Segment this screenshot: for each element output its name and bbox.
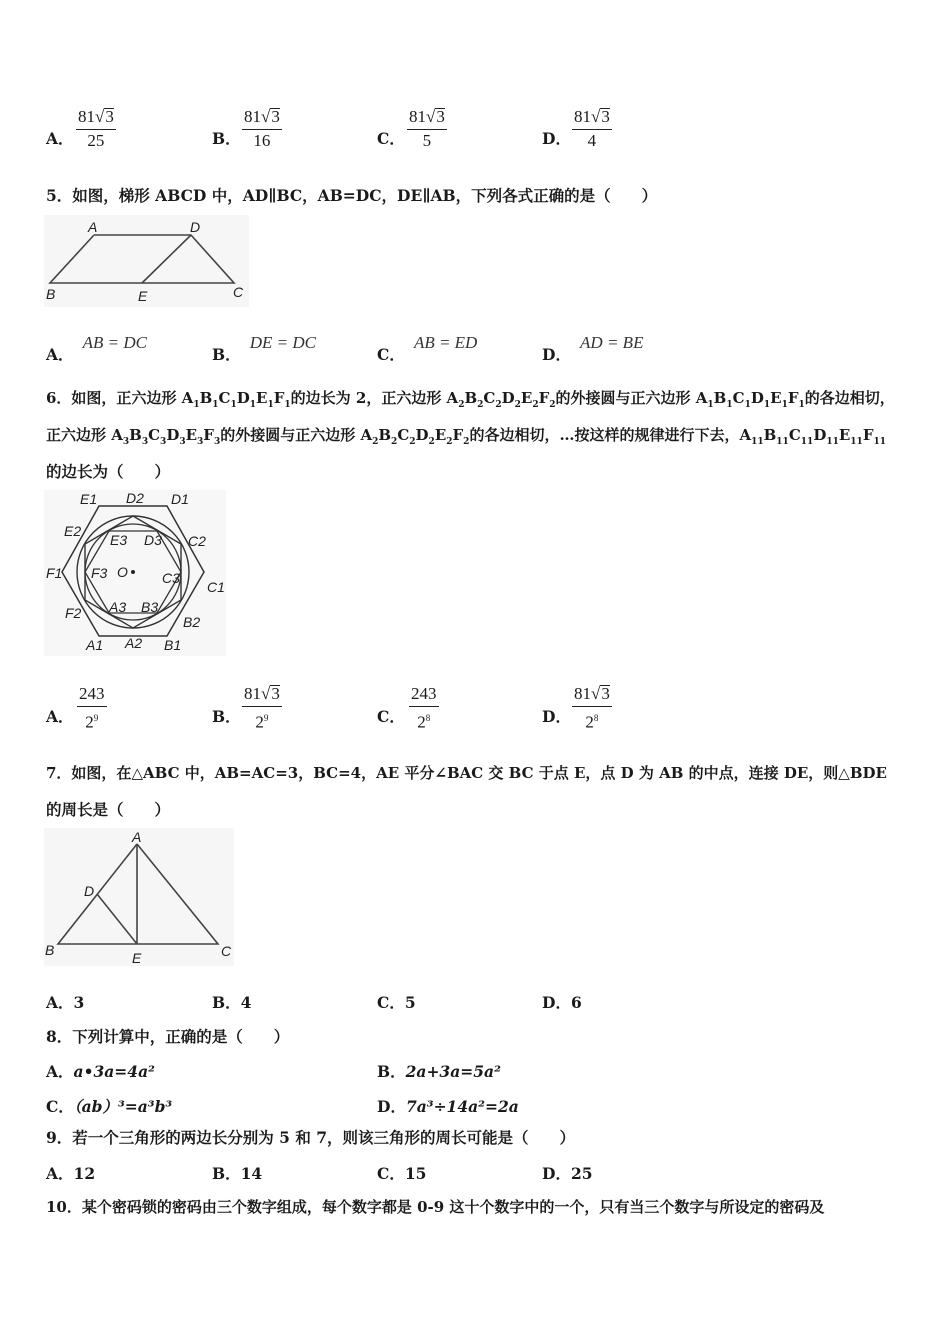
label-b1: B1 xyxy=(164,637,182,653)
label-d2: D2 xyxy=(126,490,144,506)
label-o: O xyxy=(117,564,128,580)
label-e: E xyxy=(132,950,142,966)
label-e: E xyxy=(138,288,148,304)
q7-line-2: 的周长是（ ） xyxy=(46,800,171,819)
fraction: $\frac{243}{2^8}$ xyxy=(411,684,437,732)
label-a1: A1 xyxy=(86,637,104,653)
label-d: D xyxy=(84,883,95,899)
q7-triangle-figure xyxy=(44,828,234,966)
q10-text: 10．某个密码锁的密码由三个数字组成，每个数字都是 0-9 这十个数字中的一个，只有当三个数字与所设定的密码及 xyxy=(46,1198,825,1216)
label-b2: B2 xyxy=(183,614,201,630)
option-c[interactable]: C．（ab）³=a³b³ xyxy=(46,1097,173,1116)
label-a: A xyxy=(88,219,98,235)
fraction: $\frac{81√3}{4}$ xyxy=(574,107,610,150)
label-f1: F1 xyxy=(46,565,63,581)
option-d[interactable]: D． $\frac{81√3}{4}$ xyxy=(542,107,610,150)
q7-options xyxy=(46,991,686,1015)
fraction: $\frac{81√3}{5}$ xyxy=(409,107,445,150)
label-e1: E1 xyxy=(80,491,98,507)
option-b[interactable]: B．2a+3a=5a² xyxy=(377,1062,501,1081)
q9-options xyxy=(46,1162,686,1186)
q6-hexagon-figure xyxy=(44,490,226,656)
option-d[interactable]: D．7a³÷14a²=2a xyxy=(377,1097,519,1116)
label-d1: D1 xyxy=(171,491,189,507)
label-a2: A2 xyxy=(125,635,143,651)
option-c[interactable]: C． AB = ED xyxy=(377,333,478,364)
label-b3: B3 xyxy=(141,599,159,615)
label-b: B xyxy=(45,942,55,958)
label-d: D xyxy=(190,219,201,235)
label-e3: E3 xyxy=(110,532,128,548)
label-c3: C3 xyxy=(162,570,180,586)
q5-text: 5．如图，梯形 ABCD 中，AD∥BC，AB=DC，DE∥AB，下列各式正确的是（ ） xyxy=(46,186,658,205)
q6-options xyxy=(46,682,686,734)
q7-line-1: 7．如图，在△ABC 中，AB=AC=3，BC=4，AE 平分∠BAC 交 BC 于点 E，点 D 为 AB 的中点，连接 DE，则△BDE xyxy=(46,764,887,782)
q6-line-3: 的边长为（ ） xyxy=(46,462,171,481)
option-c[interactable]: C． $\frac{81√3}{5}$ xyxy=(377,107,445,150)
option-a[interactable]: A． $\frac{243}{2^9}$ xyxy=(46,684,105,732)
label-c1: C1 xyxy=(207,579,225,595)
option-d[interactable]: D． $\frac{81√3}{2^8}$ xyxy=(542,684,610,732)
q9-text: 9．若一个三角形的两边长分别为 5 和 7，则该三角形的周长可能是（ ） xyxy=(46,1128,576,1147)
option-c[interactable]: C．15 xyxy=(377,1164,427,1183)
option-b[interactable]: B． DE = DC xyxy=(212,333,316,364)
option-b[interactable]: B．14 xyxy=(212,1164,263,1183)
option-a[interactable]: A．a•3a=4a² xyxy=(46,1062,155,1081)
label-e2: E2 xyxy=(64,523,82,539)
label-b: B xyxy=(46,286,56,302)
q5-options xyxy=(46,333,686,363)
label-c: C xyxy=(233,284,244,300)
option-a[interactable]: A．3 xyxy=(46,993,85,1012)
label-c2: C2 xyxy=(188,533,206,549)
option-d[interactable]: D．6 xyxy=(542,993,582,1012)
fraction: $\frac{81√3}{16}$ xyxy=(244,107,280,150)
label-f3: F3 xyxy=(91,565,108,581)
q5-trapezoid-figure xyxy=(44,215,249,307)
q6-line-1: 6．如图，正六边形 $A_1B_1C_1D_1E_1F_1$的边长为 2，正六边形 $A_2B_2C_2D_2E_2F_2$的外接圆与正六边形 $A_1B_1C_1D_1E_1F_1$的各边相切， xyxy=(46,389,895,410)
option-b[interactable]: B． $\frac{81√3}{2^9}$ xyxy=(212,684,280,732)
option-a[interactable]: A． $\frac{81√3}{25}$ xyxy=(46,107,114,150)
option-c[interactable]: C． $\frac{243}{2^8}$ xyxy=(377,684,437,732)
option-a[interactable]: A．12 xyxy=(46,1164,96,1183)
option-d[interactable]: D． AD = BE xyxy=(542,333,644,364)
option-b[interactable]: B． $\frac{81√3}{16}$ xyxy=(212,107,280,150)
label-c: C xyxy=(221,943,232,959)
label-d3: D3 xyxy=(144,532,162,548)
option-d[interactable]: D．25 xyxy=(542,1164,593,1183)
q4-options xyxy=(46,105,666,157)
option-c[interactable]: C．5 xyxy=(377,993,416,1012)
label-a3: A3 xyxy=(109,599,127,615)
label-f2: F2 xyxy=(65,605,82,621)
label-a: A xyxy=(132,829,142,845)
option-b[interactable]: B．4 xyxy=(212,993,252,1012)
fraction: $\frac{81√3}{25}$ xyxy=(78,107,114,150)
fraction: $\frac{81√3}{2^8}$ xyxy=(574,684,610,732)
q6-line-2: 正六边形 $A_3B_3C_3D_3E_3F_3$的外接圆与正六边形 $A_2B_2C_2D_2E_2F_2$的各边相切，…按这样的规律进行下去，$A_{11}B_{11}C_{11}D_{11}E_{11}F_{11}$ xyxy=(46,426,887,447)
fraction: $\frac{243}{2^9}$ xyxy=(79,684,105,732)
q8-text: 8．下列计算中，正确的是（ ） xyxy=(46,1027,290,1046)
fraction: $\frac{81√3}{2^9}$ xyxy=(244,684,280,732)
option-a[interactable]: A． AB = DC xyxy=(46,333,147,364)
